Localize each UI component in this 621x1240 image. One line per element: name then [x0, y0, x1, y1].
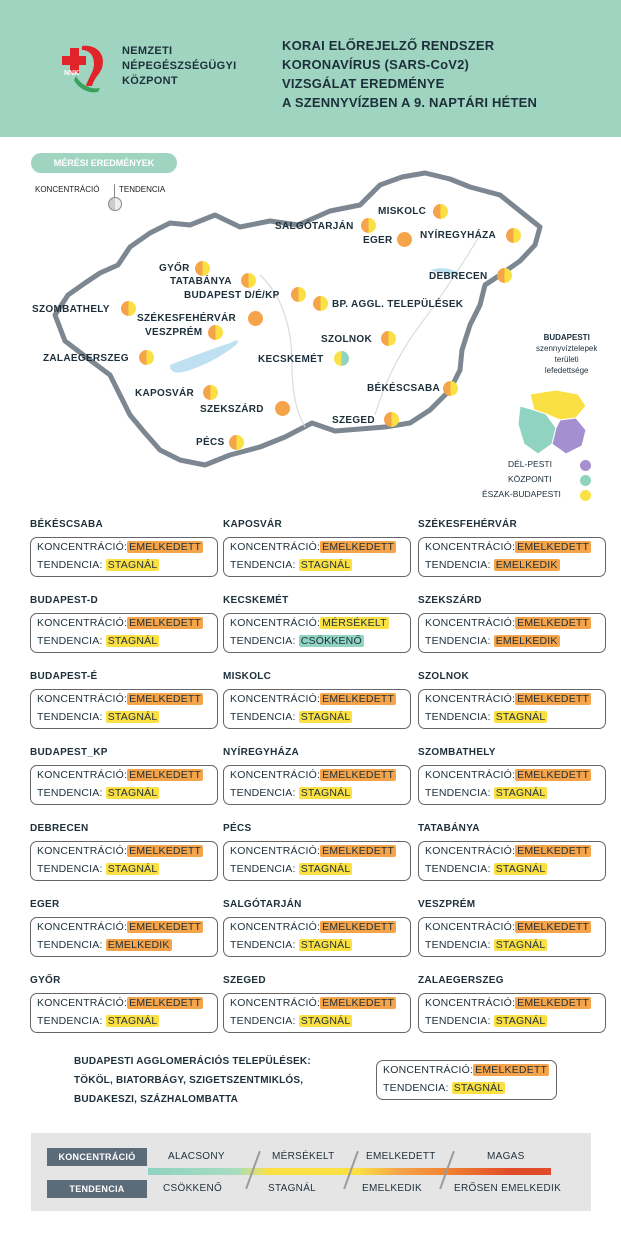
- map-city-label: BUDAPEST D/É/KP: [184, 290, 280, 301]
- map-city-status-icon: [229, 435, 244, 450]
- concentration-value: EMELKEDETT: [517, 769, 590, 781]
- concentration-value: EMELKEDETT: [322, 921, 395, 933]
- tendency-label: TENDENCIA:: [425, 939, 491, 951]
- tendency-label: TENDENCIA:: [37, 939, 103, 951]
- result-card: [418, 689, 606, 729]
- concentration-row: [37, 769, 203, 781]
- concentration-value: EMELKEDETT: [517, 845, 590, 857]
- tendency-value: STAGNÁL: [495, 939, 546, 951]
- card-title: SZEGED: [223, 975, 266, 986]
- map-city-status-icon: [361, 218, 376, 233]
- org-line-2: NÉPEGÉSZSÉGÜGYI: [122, 60, 237, 72]
- section-label-measurements: MÉRÉSI EREDMÉNYEK: [31, 153, 177, 173]
- concentration-row: [425, 617, 591, 629]
- scale-concentration-header: KONCENTRÁCIÓ: [47, 1148, 147, 1166]
- concentration-value: EMELKEDETT: [129, 693, 202, 705]
- concentration-label: KONCENTRÁCIÓ:: [425, 997, 516, 1009]
- result-card: [223, 841, 411, 881]
- result-card: [30, 613, 218, 653]
- concentration-value: EMELKEDETT: [129, 845, 202, 857]
- card-title: DEBRECEN: [30, 823, 89, 834]
- result-card: [418, 613, 606, 653]
- budapest-legend-label: ÉSZAK-BUDAPESTI: [482, 489, 561, 499]
- title-line-4: A SZENNYVÍZBEN A 9. NAPTÁRI HÉTEN: [282, 95, 538, 110]
- card-title: SZOMBATHELY: [418, 747, 496, 758]
- concentration-value: EMELKEDETT: [322, 769, 395, 781]
- tendency-label: TENDENCIA:: [37, 711, 103, 723]
- concentration-value: EMELKEDETT: [322, 997, 395, 1009]
- concentration-label: KONCENTRÁCIÓ:: [37, 693, 128, 705]
- result-card: [418, 537, 606, 577]
- concentration-row: [425, 921, 591, 933]
- card-title: BUDAPEST_KP: [30, 747, 108, 758]
- concentration-label: KONCENTRÁCIÓ:: [37, 541, 128, 553]
- card-title: TATABÁNYA: [418, 823, 480, 834]
- concentration-row: [230, 997, 396, 1009]
- budapest-legend-title: [536, 332, 597, 376]
- tendency-row: [425, 711, 547, 723]
- result-card: [223, 917, 411, 957]
- budapest-legend-swatch: [580, 460, 591, 471]
- map-city-label: DEBRECEN: [429, 271, 488, 282]
- map-city-label: TATABÁNYA: [170, 276, 232, 287]
- tendency-row: [37, 787, 159, 799]
- tendency-label: TENDENCIA:: [425, 787, 491, 799]
- tendency-row: [230, 635, 364, 647]
- result-card: [30, 765, 218, 805]
- tendency-label: TENDENCIA:: [37, 635, 103, 647]
- agglomeration-line-3: BUDAKESZI, SZÁZHALOMBATTA: [74, 1094, 239, 1105]
- tendency-row: [230, 787, 352, 799]
- result-card: [223, 765, 411, 805]
- concentration-value: EMELKEDETT: [517, 921, 590, 933]
- agglomeration-concentration-row: [383, 1064, 549, 1076]
- concentration-row: [37, 693, 203, 705]
- tendency-value: STAGNÁL: [107, 787, 158, 799]
- card-title: ZALAEGERSZEG: [418, 975, 504, 986]
- tendency-value: STAGNÁL: [107, 635, 158, 647]
- concentration-label: KONCENTRÁCIÓ:: [37, 845, 128, 857]
- tendency-label: TENDENCIA:: [230, 1015, 296, 1027]
- map-city-label: BÉKÉSCSABA: [367, 383, 441, 394]
- map-city-label: NYÍREGYHÁZA: [420, 230, 497, 241]
- result-card: [223, 993, 411, 1033]
- concentration-label: KONCENTRÁCIÓ:: [230, 617, 321, 629]
- result-card: [30, 689, 218, 729]
- tendency-label: TENDENCIA:: [230, 939, 296, 951]
- title-line-2: KORONAVÍRUS (SARS-CoV2): [282, 57, 470, 72]
- tendency-label: TENDENCIA:: [230, 559, 296, 571]
- concentration-label: KONCENTRÁCIÓ:: [425, 541, 516, 553]
- concentration-value: EMELKEDETT: [129, 997, 202, 1009]
- map-city-status-icon: [506, 228, 521, 243]
- card-title: BUDAPEST-É: [30, 671, 98, 682]
- concentration-value: EMELKEDETT: [129, 769, 202, 781]
- concentration-label: KONCENTRÁCIÓ:: [37, 769, 128, 781]
- key-tendency-label: TENDENCIA: [119, 185, 166, 194]
- concentration-label: KONCENTRÁCIÓ:: [425, 921, 516, 933]
- district-south: [552, 418, 586, 454]
- budapest-legend-label: KÖZPONTI: [508, 474, 552, 484]
- tendency-value: STAGNÁL: [300, 787, 351, 799]
- map-city-status-icon: [139, 350, 154, 365]
- concentration-row: [425, 845, 591, 857]
- scale-tend-level-4: ERŐSEN EMELKEDIK: [454, 1183, 562, 1194]
- tendency-value: STAGNÁL: [495, 1015, 546, 1027]
- tendency-row: [425, 787, 547, 799]
- org-line-3: KÖZPONT: [122, 75, 178, 87]
- map-city-status-icon: [334, 351, 349, 366]
- concentration-label: KONCENTRÁCIÓ:: [230, 541, 321, 553]
- agglomeration-line-1: BUDAPESTI AGGLOMERÁCIÓS TELEPÜLÉSEK:: [74, 1056, 311, 1067]
- title-line-3: VIZSGÁLAT EREDMÉNYE: [282, 76, 445, 91]
- header-banner: [0, 0, 621, 137]
- map-city-status-icon: [203, 385, 218, 400]
- concentration-value: EMELKEDETT: [129, 541, 202, 553]
- concentration-value: EMELKEDETT: [517, 693, 590, 705]
- concentration-value: EMELKEDETT: [517, 617, 590, 629]
- map-city-label: SZOMBATHELY: [32, 304, 110, 315]
- card-title: SZEKSZÁRD: [418, 595, 482, 606]
- tendency-row: [37, 559, 159, 571]
- budapest-legend-swatch: [580, 490, 591, 501]
- tendency-label: TENDENCIA:: [230, 635, 296, 647]
- concentration-row: [230, 769, 396, 781]
- agglomeration-tendency-row: [383, 1082, 505, 1094]
- concentration-label: KONCENTRÁCIÓ:: [425, 769, 516, 781]
- budapest-districts-map: [516, 388, 596, 458]
- tendency-row: [230, 863, 352, 875]
- result-card: [418, 765, 606, 805]
- scale-conc-level-3: EMELKEDETT: [366, 1151, 436, 1162]
- agglomeration-text: [74, 1052, 311, 1109]
- scale-tend-level-3: EMELKEDIK: [362, 1183, 422, 1194]
- map-city-status-icon: [121, 301, 136, 316]
- concentration-label: KONCENTRÁCIÓ:: [230, 921, 321, 933]
- map-city-label: SZEGED: [332, 415, 375, 426]
- nnk-logo-icon: [58, 42, 108, 94]
- result-card: [418, 993, 606, 1033]
- concentration-row: [37, 845, 203, 857]
- map-city-status-icon: [397, 232, 412, 247]
- tendency-label: TENDENCIA:: [37, 863, 103, 875]
- concentration-value: EMELKEDETT: [322, 693, 395, 705]
- scale-conc-level-1: ALACSONY: [168, 1151, 225, 1162]
- result-card: [223, 537, 411, 577]
- result-card: [30, 537, 218, 577]
- bp-title-line-3: területi: [554, 355, 579, 364]
- card-title: KAPOSVÁR: [223, 519, 283, 530]
- map-city-label: PÉCS: [196, 437, 225, 448]
- map-city-label: SALGÓTARJÁN: [275, 221, 354, 232]
- map-city-status-icon: [313, 296, 328, 311]
- map-city-status-icon: [443, 381, 458, 396]
- bp-title-line-1: BUDAPESTI: [543, 333, 590, 342]
- tendency-row: [425, 635, 560, 647]
- bp-title-line-2: szennyvíztelepek: [536, 344, 598, 353]
- concentration-label: KONCENTRÁCIÓ:: [230, 693, 321, 705]
- map-city-label: KECSKEMÉT: [258, 354, 324, 365]
- card-title: PÉCS: [223, 823, 252, 834]
- org-line-1: NEMZETI: [122, 45, 173, 57]
- map-city-status-icon: [433, 204, 448, 219]
- tendency-label: TENDENCIA:: [383, 1082, 449, 1094]
- agglomeration-line-2: TÖKÖL, BIATORBÁGY, SZIGETSZENTMIKLÓS,: [74, 1075, 304, 1086]
- tendency-value: STAGNÁL: [107, 1015, 158, 1027]
- tendency-label: TENDENCIA:: [425, 1015, 491, 1027]
- tendency-row: [230, 711, 352, 723]
- hungary-map: [30, 165, 590, 485]
- concentration-value: MÉRSÉKELT: [322, 617, 387, 629]
- tendency-value: STAGNÁL: [107, 711, 158, 723]
- concentration-value: EMELKEDETT: [129, 921, 202, 933]
- tendency-row: [425, 559, 560, 571]
- concentration-row: [425, 693, 591, 705]
- concentration-row: [37, 617, 203, 629]
- map-city-status-icon: [241, 273, 256, 288]
- concentration-label: KONCENTRÁCIÓ:: [37, 921, 128, 933]
- agglomeration-card: [376, 1060, 557, 1100]
- tendency-value: EMELKEDIK: [107, 939, 170, 951]
- card-title: VESZPRÉM: [418, 899, 476, 910]
- result-card: [418, 917, 606, 957]
- tendency-value: STAGNÁL: [300, 1015, 351, 1027]
- result-card: [30, 993, 218, 1033]
- concentration-label: KONCENTRÁCIÓ:: [37, 997, 128, 1009]
- concentration-label: KONCENTRÁCIÓ:: [383, 1064, 474, 1076]
- card-title: BUDAPEST-D: [30, 595, 99, 606]
- tendency-row: [230, 559, 352, 571]
- tendency-label: TENDENCIA:: [425, 559, 491, 571]
- concentration-value: EMELKEDETT: [322, 541, 395, 553]
- tendency-label: TENDENCIA:: [230, 863, 296, 875]
- card-title: BÉKÉSCSABA: [30, 519, 104, 530]
- map-city-label: EGER: [363, 235, 393, 246]
- tendency-value: STAGNÁL: [495, 787, 546, 799]
- map-city-status-icon: [208, 325, 223, 340]
- map-city-status-icon: [291, 287, 306, 302]
- map-city-label: BP. AGGL. TELEPÜLÉSEK: [332, 299, 464, 310]
- tendency-value: STAGNÁL: [300, 939, 351, 951]
- concentration-value: EMELKEDETT: [517, 541, 590, 553]
- card-title: GYŐR: [30, 975, 61, 986]
- map-city-label: SZOLNOK: [321, 334, 372, 345]
- card-title: NYÍREGYHÁZA: [223, 747, 300, 758]
- concentration-label: KONCENTRÁCIÓ:: [230, 845, 321, 857]
- concentration-row: [37, 541, 203, 553]
- map-city-status-icon: [195, 261, 210, 276]
- tendency-label: TENDENCIA:: [425, 635, 491, 647]
- concentration-label: KONCENTRÁCIÓ:: [37, 617, 128, 629]
- card-title: KECSKEMÉT: [223, 595, 289, 606]
- concentration-value: EMELKEDETT: [517, 997, 590, 1009]
- organization-name: [122, 44, 237, 89]
- tendency-row: [425, 939, 547, 951]
- concentration-label: KONCENTRÁCIÓ:: [425, 617, 516, 629]
- tendency-value: STAGNÁL: [107, 559, 158, 571]
- map-city-label: VESZPRÉM: [145, 327, 203, 338]
- scale-tend-level-2: STAGNÁL: [268, 1183, 317, 1194]
- concentration-label: KONCENTRÁCIÓ:: [425, 693, 516, 705]
- hungary-outline: [55, 173, 540, 465]
- tendency-row: [37, 711, 159, 723]
- map-city-label: GYŐR: [159, 263, 190, 274]
- concentration-row: [230, 541, 396, 553]
- tendency-label: TENDENCIA:: [37, 1015, 103, 1027]
- page-title: [282, 36, 537, 112]
- map-city-label: KAPOSVÁR: [135, 388, 195, 399]
- budapest-legend-swatch: [580, 475, 591, 486]
- map-city-status-icon: [275, 401, 290, 416]
- concentration-row: [230, 693, 396, 705]
- card-title: EGER: [30, 899, 60, 910]
- result-card: [223, 689, 411, 729]
- key-concentration-label: KONCENTRÁCIÓ: [35, 185, 100, 194]
- concentration-value: EMELKEDETT: [475, 1064, 548, 1076]
- concentration-label: KONCENTRÁCIÓ:: [230, 997, 321, 1009]
- result-card: [418, 841, 606, 881]
- tendency-row: [37, 939, 172, 951]
- concentration-label: KONCENTRÁCIÓ:: [425, 845, 516, 857]
- concentration-row: [425, 997, 591, 1009]
- tendency-value: STAGNÁL: [107, 863, 158, 875]
- tendency-row: [425, 1015, 547, 1027]
- tendency-value: EMELKEDIK: [495, 635, 558, 647]
- concentration-row: [425, 541, 591, 553]
- map-city-status-icon: [381, 331, 396, 346]
- tendency-value: STAGNÁL: [300, 559, 351, 571]
- tendency-label: TENDENCIA:: [230, 711, 296, 723]
- map-city-label: MISKOLC: [378, 206, 427, 217]
- card-title: SZÉKESFEHÉRVÁR: [418, 519, 518, 530]
- result-card: [30, 841, 218, 881]
- tendency-value: STAGNÁL: [453, 1082, 504, 1094]
- tendency-row: [230, 939, 352, 951]
- card-title: SZOLNOK: [418, 671, 469, 682]
- tendency-label: TENDENCIA:: [425, 863, 491, 875]
- tendency-row: [425, 863, 547, 875]
- concentration-row: [230, 617, 389, 629]
- tendency-value: STAGNÁL: [300, 863, 351, 875]
- tendency-row: [37, 635, 159, 647]
- tendency-label: TENDENCIA:: [37, 787, 103, 799]
- concentration-row: [230, 921, 396, 933]
- scale-tend-level-1: CSÖKKENŐ: [163, 1183, 223, 1194]
- tendency-value: STAGNÁL: [300, 711, 351, 723]
- concentration-row: [37, 921, 203, 933]
- tendency-label: TENDENCIA:: [37, 559, 103, 571]
- scale-conc-level-4: MAGAS: [487, 1151, 525, 1162]
- scale-conc-level-2: MÉRSÉKELT: [272, 1151, 335, 1162]
- concentration-value: EMELKEDETT: [129, 617, 202, 629]
- tendency-value: STAGNÁL: [495, 863, 546, 875]
- svg-text:NNK: NNK: [64, 70, 80, 77]
- map-city-status-icon: [497, 268, 512, 283]
- concentration-label: KONCENTRÁCIÓ:: [230, 769, 321, 781]
- title-line-1: KORAI ELŐREJELZŐ RENDSZER: [282, 38, 495, 53]
- card-title: SALGÓTARJÁN: [223, 899, 302, 910]
- map-city-label: ZALAEGERSZEG: [43, 353, 129, 364]
- tendency-row: [37, 1015, 159, 1027]
- tendency-label: TENDENCIA:: [230, 787, 296, 799]
- tendency-label: TENDENCIA:: [425, 711, 491, 723]
- budapest-legend-label: DÉL-PESTI: [508, 459, 552, 469]
- concentration-value: EMELKEDETT: [322, 845, 395, 857]
- card-title: MISKOLC: [223, 671, 272, 682]
- result-card: [223, 613, 411, 653]
- map-city-label: SZÉKESFEHÉRVÁR: [137, 313, 237, 324]
- concentration-row: [230, 845, 396, 857]
- tendency-value: CSÖKKENŐ: [300, 635, 362, 647]
- map-city-status-icon: [384, 412, 399, 427]
- concentration-row: [37, 997, 203, 1009]
- bp-title-line-4: lefedettsége: [544, 366, 589, 375]
- tendency-value: STAGNÁL: [495, 711, 546, 723]
- tendency-row: [37, 863, 159, 875]
- tendency-row: [230, 1015, 352, 1027]
- tendency-value: EMELKEDIK: [495, 559, 558, 571]
- result-card: [30, 917, 218, 957]
- map-city-status-icon: [248, 311, 263, 326]
- scale-tendency-header: TENDENCIA: [47, 1180, 147, 1198]
- concentration-row: [425, 769, 591, 781]
- map-city-label: SZEKSZÁRD: [200, 404, 264, 415]
